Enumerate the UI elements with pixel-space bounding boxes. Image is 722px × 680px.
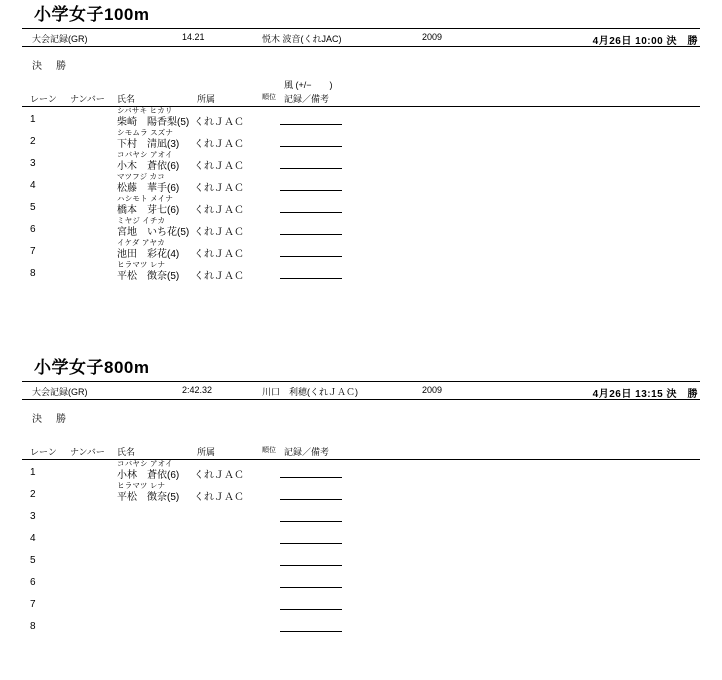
table-row: [22, 614, 700, 636]
column-header-lane: レーン: [30, 447, 57, 457]
athlete-name: 平松 徴奈(5): [117, 492, 180, 503]
result-blank-line: [280, 521, 342, 522]
column-header-seed: 順位: [262, 447, 276, 454]
lane-number: 1: [30, 467, 36, 478]
column-header-name: 氏名: [117, 94, 136, 104]
athlete-name: 池田 彩花(4): [117, 249, 180, 260]
table-row: [22, 482, 700, 504]
event-block-800m: [22, 353, 700, 636]
result-blank-line: [280, 212, 342, 213]
column-header-lane: レーン: [30, 94, 57, 104]
table-row: [22, 129, 700, 151]
event-datetime: 4月26日 13:15 決 勝: [592, 389, 698, 400]
table-row: [22, 570, 700, 592]
table-row: [22, 107, 700, 129]
lane-number: 5: [30, 555, 36, 566]
result-blank-line: [280, 278, 342, 279]
athlete-team: くれＪＡＣ: [194, 470, 244, 481]
result-blank-line: [280, 609, 342, 610]
result-blank-line: [280, 168, 342, 169]
result-blank-line: [280, 477, 342, 478]
meet-record-year: 2009: [422, 32, 443, 42]
lane-number: 8: [30, 268, 36, 279]
wind-line: [22, 431, 700, 444]
lane-number: 2: [30, 489, 36, 500]
athlete-kana: シバサキ ヒカリ: [117, 106, 173, 115]
athlete-name: 橋本 芽七(6): [117, 205, 180, 216]
column-header-name: 氏名: [117, 447, 136, 457]
column-header-number: ナンバー: [70, 94, 105, 104]
result-blank-line: [280, 631, 342, 632]
lane-number: 3: [30, 158, 36, 169]
event-block-100m: [22, 0, 700, 283]
result-blank-line: [280, 146, 342, 147]
table-row: [22, 526, 700, 548]
result-blank-line: [280, 256, 342, 257]
round-label: 決 勝: [32, 61, 68, 72]
table-row: [22, 195, 700, 217]
result-blank-line: [280, 234, 342, 235]
meet-record-mark: 14.21: [182, 32, 205, 42]
athlete-kana: ミヤジ イチカ: [117, 216, 166, 225]
meet-record-label: 大会記録(GR): [32, 387, 88, 397]
result-blank-line: [280, 499, 342, 500]
lane-number: 7: [30, 246, 36, 257]
table-row: [22, 151, 700, 173]
athlete-team: くれＪＡＣ: [194, 139, 244, 150]
section-spacer: [22, 283, 700, 353]
event-title: 小学女子800m: [34, 358, 150, 377]
athlete-team: くれＪＡＣ: [194, 183, 244, 194]
lane-number: 4: [30, 533, 36, 544]
result-blank-line: [280, 587, 342, 588]
athlete-kana: ヒラマツ レナ: [117, 260, 166, 269]
table-row: [22, 504, 700, 526]
table-row: [22, 173, 700, 195]
table-row: [22, 592, 700, 614]
athlete-kana: マツフジ カコ: [117, 172, 165, 181]
meet-record-row: [22, 381, 700, 400]
lane-number: 2: [30, 136, 36, 147]
athlete-name: 小林 蒼依(6): [117, 470, 180, 481]
lane-number: 6: [30, 577, 36, 588]
meet-record-holder: 川口 利穂(くれＪＡＣ): [262, 387, 358, 397]
table-row: [22, 548, 700, 570]
meet-record-year: 2009: [422, 385, 443, 395]
event-datetime: 4月26日 10:00 決 勝: [592, 36, 698, 47]
lane-number: 3: [30, 511, 36, 522]
result-blank-line: [280, 565, 342, 566]
lane-number: 4: [30, 180, 36, 191]
athlete-team: くれＪＡＣ: [194, 161, 244, 172]
meet-record-holder: 悦木 波音(くれJAC): [262, 34, 342, 44]
athlete-team: くれＪＡＣ: [194, 117, 244, 128]
table-row: [22, 217, 700, 239]
result-blank-line: [280, 190, 342, 191]
athlete-name: 柴崎 陽香梨(5): [117, 117, 190, 128]
table-row: [22, 239, 700, 261]
athlete-name: 平松 徴奈(5): [117, 271, 180, 282]
meet-record-row: [22, 28, 700, 47]
lane-number: 7: [30, 599, 36, 610]
column-header-team: 所属: [197, 447, 216, 457]
meet-record-mark: 2:42.32: [182, 385, 213, 395]
athlete-kana: シモムラ スズナ: [117, 128, 174, 137]
wind-line: [22, 78, 700, 91]
column-header-result: 記録／備考: [284, 94, 330, 104]
event-title: 小学女子100m: [34, 5, 150, 24]
athlete-kana: ヒラマツ レナ: [117, 481, 166, 490]
athlete-kana: イケダ アヤカ: [117, 238, 165, 247]
athlete-team: くれＪＡＣ: [194, 249, 244, 260]
athlete-team: くれＪＡＣ: [194, 227, 244, 238]
wind-reading: 風 (+/− ): [284, 80, 333, 90]
athlete-name: 宮地 いち花(5): [117, 227, 190, 238]
meet-record-label: 大会記録(GR): [32, 34, 88, 44]
table-row: [22, 460, 700, 482]
column-header-number: ナンバー: [70, 447, 105, 457]
lane-number: 5: [30, 202, 36, 213]
table-row: [22, 261, 700, 283]
lane-number: 6: [30, 224, 36, 235]
result-blank-line: [280, 124, 342, 125]
athlete-name: 小木 蒼依(6): [117, 161, 180, 172]
round-label: 決 勝: [32, 414, 68, 425]
column-header-team: 所属: [197, 94, 216, 104]
athlete-team: くれＪＡＣ: [194, 492, 244, 503]
athlete-kana: コバヤシ アオイ: [117, 459, 173, 468]
athlete-team: くれＪＡＣ: [194, 271, 244, 282]
athlete-kana: コバヤシ アオイ: [117, 150, 173, 159]
athlete-team: くれＪＡＣ: [194, 205, 244, 216]
result-blank-line: [280, 543, 342, 544]
lane-number: 8: [30, 621, 36, 632]
column-header-seed: 順位: [262, 94, 276, 101]
athlete-kana: ハシモト メイナ: [117, 194, 174, 203]
athlete-name: 松藤 華手(6): [117, 183, 180, 194]
lane-number: 1: [30, 114, 36, 125]
column-header-result: 記録／備考: [284, 447, 330, 457]
athlete-name: 下村 清凪(3): [117, 139, 180, 150]
